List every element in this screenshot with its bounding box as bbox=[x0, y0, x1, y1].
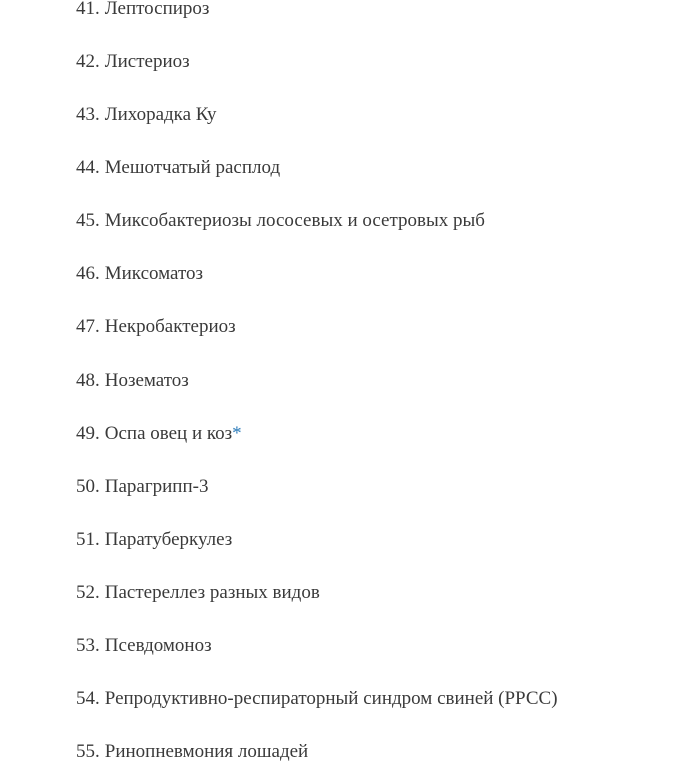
item-number: 48. bbox=[76, 370, 100, 391]
item-name: Паратуберкулез bbox=[104, 529, 233, 550]
item-name: Миксоматоз bbox=[104, 263, 204, 284]
item-number: 42. bbox=[76, 51, 100, 72]
item-name: Нозематоз bbox=[104, 370, 189, 391]
list-item bbox=[76, 688, 558, 710]
item-number: 46. bbox=[76, 263, 100, 284]
list-item bbox=[76, 741, 308, 763]
item-number: 47. bbox=[76, 316, 100, 337]
item-number: 49. bbox=[76, 423, 100, 444]
item-number: 50. bbox=[76, 476, 100, 497]
list-item bbox=[76, 370, 189, 392]
item-name: Пастереллез разных видов bbox=[104, 582, 320, 603]
item-name: Репродуктивно-респираторный синдром свиней (РРСС) bbox=[104, 688, 558, 709]
list-item bbox=[76, 529, 232, 551]
list-item bbox=[76, 210, 485, 232]
item-number: 41. bbox=[76, 0, 100, 19]
list-item bbox=[76, 51, 190, 73]
item-number: 52. bbox=[76, 582, 100, 603]
item-name: Ринопневмония лошадей bbox=[104, 741, 309, 762]
item-name: Оспа овец и коз bbox=[104, 423, 233, 444]
list-item bbox=[76, 104, 217, 126]
footnote-link[interactable]: * bbox=[232, 423, 242, 444]
list-item bbox=[76, 0, 209, 20]
item-number: 54. bbox=[76, 688, 100, 709]
list-item bbox=[76, 476, 208, 498]
list-item bbox=[76, 635, 212, 657]
item-number: 44. bbox=[76, 157, 100, 178]
item-number: 55. bbox=[76, 741, 100, 762]
list-item bbox=[76, 316, 236, 338]
item-number: 51. bbox=[76, 529, 100, 550]
item-name: Миксобактериозы лососевых и осетровых рыб bbox=[104, 210, 485, 231]
item-name: Лептоспироз bbox=[104, 0, 210, 19]
item-number: 53. bbox=[76, 635, 100, 656]
list-item bbox=[76, 423, 242, 445]
item-name: Парагрипп-3 bbox=[104, 476, 209, 497]
item-name: Некробактериоз bbox=[104, 316, 236, 337]
list-item bbox=[76, 263, 203, 285]
item-name: Псевдомоноз bbox=[104, 635, 212, 656]
item-name: Мешотчатый расплод bbox=[104, 157, 281, 178]
item-name: Листериоз bbox=[104, 51, 190, 72]
item-name: Лихорадка Ку bbox=[104, 104, 217, 125]
item-number: 43. bbox=[76, 104, 100, 125]
list-item bbox=[76, 157, 280, 179]
list-item bbox=[76, 582, 320, 604]
item-number: 45. bbox=[76, 210, 100, 231]
